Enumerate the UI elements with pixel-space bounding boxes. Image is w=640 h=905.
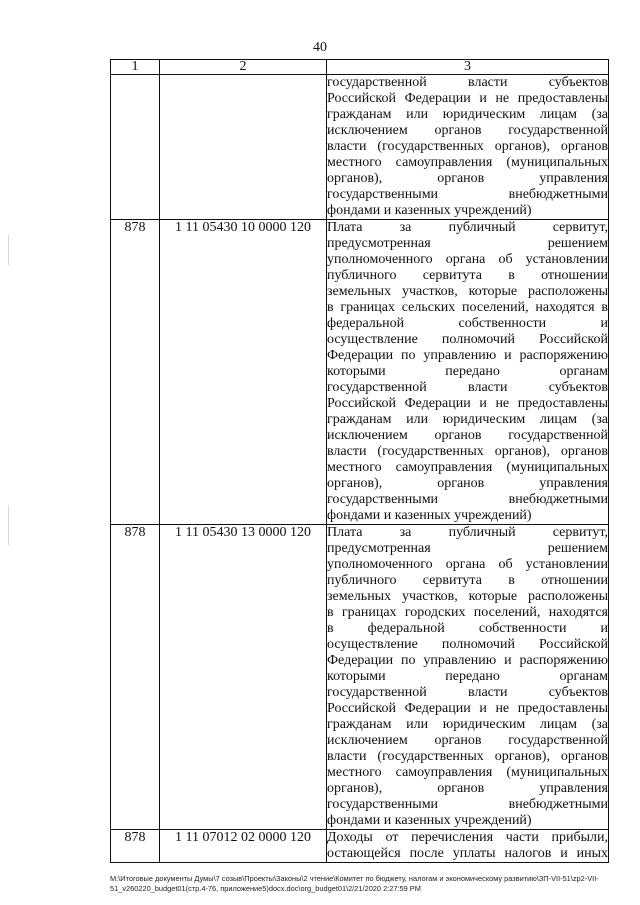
budget-codes-table [110,59,609,863]
description-line: фондами и казенных учреждений) [327,813,532,828]
description-line: органов), органов управления [327,781,608,796]
description-line: Российской Федерации и не предоставлены [327,396,608,411]
description-line: государственными внебюджетными [327,797,608,812]
description-line: публичного сервитута в отношении [327,268,608,283]
description-line: исключением органов государственной [327,123,608,138]
description-line: в федеральной собственности и [327,621,608,636]
description-line: местного самоуправления (муниципальных [327,460,608,475]
description-line: публичного сервитута в отношении [327,573,608,588]
description-line: местного самоуправления (муниципальных [327,155,608,170]
description-line: местного самоуправления (муниципальных [327,765,608,780]
description-line: предусмотренная решением [327,236,608,251]
description-line: Федерации по управлению и распоряжению [327,653,608,668]
description-cell [327,75,609,220]
description-line: Доходы от перечисления части прибыли, [327,830,608,845]
admin-code-cell [111,75,160,220]
description-line: осуществление полномочий Российской [327,637,608,652]
description-line: Федерации по управлению и распоряжению [327,348,608,363]
margin-mark [8,235,9,265]
description-line: остающейся после уплаты налогов и иных [327,846,608,861]
admin-code-cell: 878 [111,830,160,863]
table-row [111,220,609,525]
description-line: фондами и казенных учреждений) [327,203,532,218]
description-line: в границах сельских поселений, находятся в [327,300,608,315]
footer-line: M:\Итоговые документы Думы\7 созыв\Проекты\Законы\2 чтение\Комитет по бюджету, налогам и экономическому развитию\ЗП-VII-51\zp2-VII- [110,874,599,883]
description-line: предусмотренная решением [327,541,608,556]
admin-code-cell: 878 [111,220,160,525]
description-line: гражданам или юридическим лицам (за [327,412,608,427]
description-line: исключением органов государственной [327,733,608,748]
description-line: исключением органов государственной [327,428,608,443]
admin-code-cell: 878 [111,525,160,830]
description-cell [327,525,609,830]
table-header-row [111,60,609,75]
description-line: гражданам или юридическим лицам (за [327,107,608,122]
description-line: Плата за публичный сервитут, [327,220,608,235]
description-line: уполномоченного органа об установлении [327,252,608,267]
description-line: органов), органов управления [327,171,608,186]
description-line: государственной власти субъектов [327,75,608,90]
footer-line: 51_v260220_budget01(стр.4-76, приложение5)docx.doc\org_budget01\2/21/2020 2:27:59 PM [110,884,421,893]
description-line: государственными внебюджетными [327,492,608,507]
budget-code-cell: 1 11 05430 13 0000 120 [160,525,327,830]
file-path-footer [110,874,630,894]
description-cell [327,220,609,525]
description-line: власти (государственных органов), органов [327,139,608,154]
description-cell [327,830,609,863]
description-line: государственной власти субъектов [327,685,608,700]
description-line: земельных участков, которые расположены [327,589,608,604]
description-line: уполномоченного органа об установлении [327,557,608,572]
margin-mark [8,505,9,545]
description-line: федеральной собственности и [327,316,608,331]
budget-code-cell: 1 11 05430 10 0000 120 [160,220,327,525]
description-line: гражданам или юридическим лицам (за [327,717,608,732]
column-header: 3 [327,60,609,75]
table-row [111,75,609,220]
description-line: Плата за публичный сервитут, [327,525,608,540]
budget-code-cell: 1 11 07012 02 0000 120 [160,830,327,863]
description-line: осуществление полномочий Российской [327,332,608,347]
description-line: органов), органов управления [327,476,608,491]
description-line: Российской Федерации и не предоставлены [327,91,608,106]
description-line: Российской Федерации и не предоставлены [327,701,608,716]
table-row [111,830,609,863]
description-line: земельных участков, которые расположены [327,284,608,299]
description-line: государственной власти субъектов [327,380,608,395]
description-line: государственными внебюджетными [327,187,608,202]
column-header: 2 [160,60,327,75]
table-row [111,525,609,830]
page-number: 40 [313,40,327,55]
description-line: фондами и казенных учреждений) [327,508,532,523]
description-line: которыми передано органам [327,364,608,379]
description-line: которыми передано органам [327,669,608,684]
description-line: власти (государственных органов), органов [327,749,608,764]
budget-code-cell [160,75,327,220]
description-line: власти (государственных органов), органов [327,444,608,459]
description-line: в границах городских поселений, находятся [327,605,608,620]
column-header: 1 [111,60,160,75]
